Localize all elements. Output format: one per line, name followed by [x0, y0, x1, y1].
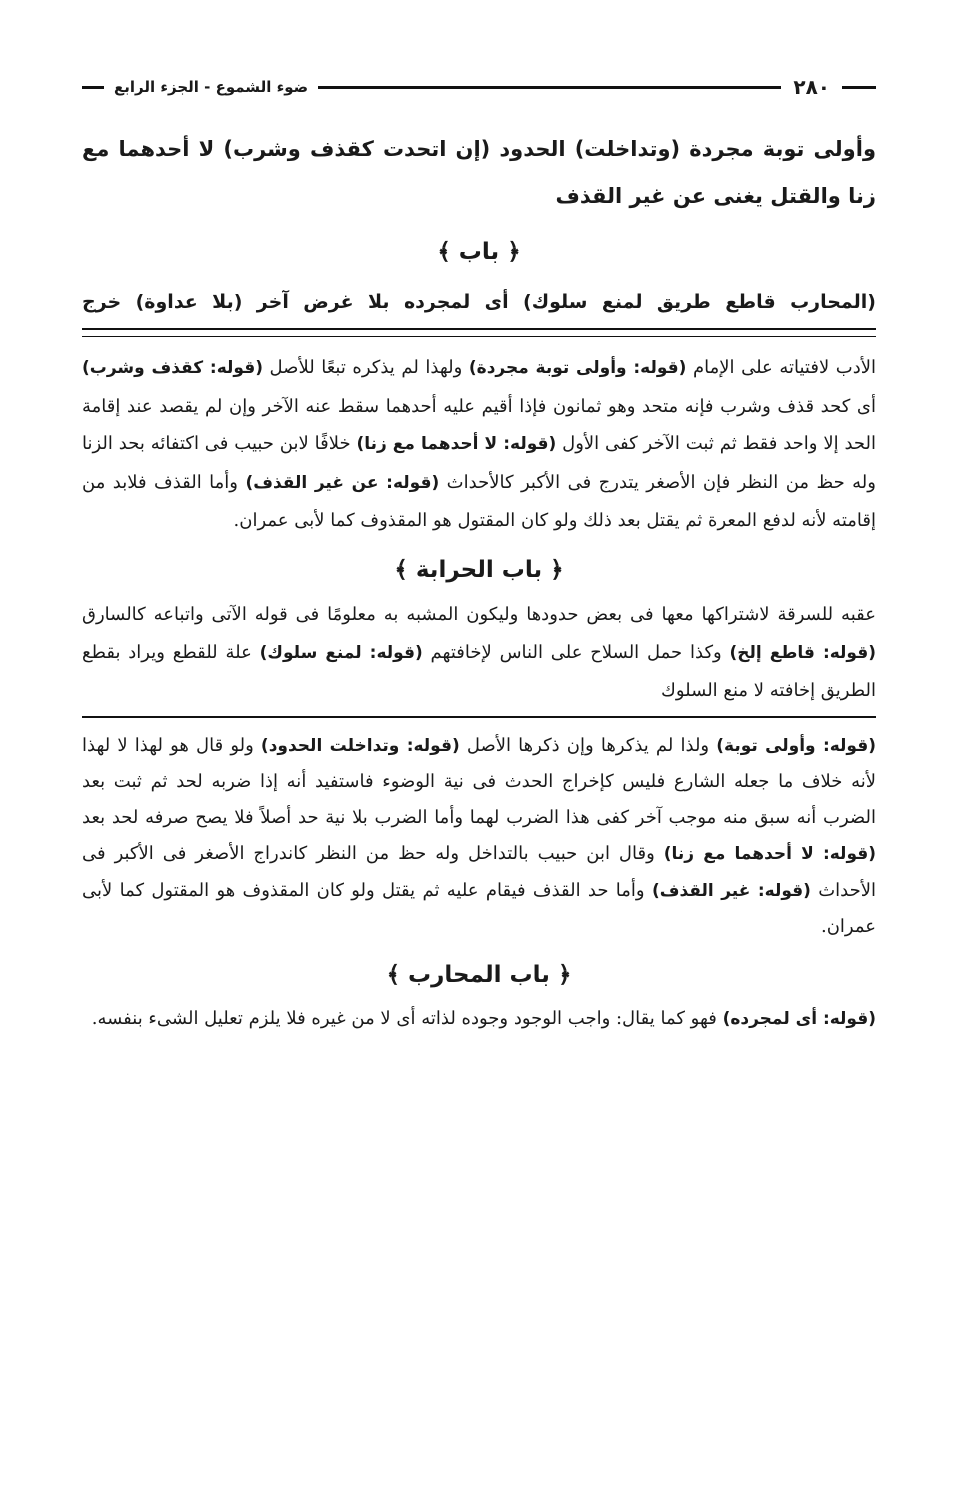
header-rule [318, 86, 781, 89]
commentary-quote: (قوله: لمنع سلوك) [259, 642, 423, 663]
commentary-text: ولو قال هو لهذا لا لهذا لأنه خلاف ما جعله الشارع فليس كإخراج الحدث فى نية الوضوء فاستفيد أنه إذا ضربه لحد ثم ثبت بعد الضرب أنه سبق منه موجب آخر كفى هذا الضرب لهما وأما الضرب بلا نية حد أصلاً فلا يصح صرفه لحد بعد [82, 734, 876, 829]
book-page [82, 70, 876, 1037]
heading-muharib: ﴿ باب المحارب ﴾ [386, 961, 572, 988]
commentary-text: ولذا لم يذكرها وإن ذكرها الأصل [459, 734, 717, 756]
page-number: ٢٨٠ [793, 75, 830, 99]
heading-bab: ﴿ باب ﴾ [437, 239, 521, 265]
commentary-quote: (قوله: قاطع إلخ) [729, 642, 876, 663]
commentary-text: وأما القذف فلابد من إقامته لأنه لدفع المعرة ثم يقتل بعد ذلك ولو كان المقتول هو المقذوف كما لأبى عمران. [82, 471, 876, 532]
heading-hiraba: ﴿ باب الحرابة ﴾ [394, 556, 564, 583]
commentary-text: خلافًا لابن حبيب فى اكتفائه بحد الزنا وله حظ من النظر فإن الأصغر يتدرج فى الأكبر كالأحداث [82, 433, 876, 493]
commentary-paragraph [82, 596, 876, 710]
commentary-paragraph [82, 349, 876, 540]
header-dash [842, 86, 876, 89]
running-header [82, 70, 876, 104]
commentary-quote: (قوله: كقذف وشرب) [82, 358, 263, 378]
book-title: ضوء الشموع - الجزء الرابع [114, 78, 309, 96]
commentary-quote: (قوله: غير القذف) [651, 880, 811, 901]
commentary-quote: (قوله: لا أحدهما مع زنا) [356, 434, 557, 455]
commentary-quote: (قوله: وتداخلت الحدود) [260, 735, 460, 756]
footnote-divider [82, 716, 876, 718]
commentary-text: فهو كما يقال: واجب الوجود وجوده لذاته أى لا من غيره فلا يلزم تعليل الشىء بنفسه. [91, 1007, 723, 1029]
matn-paragraph-2: (المحارب قاطع طريق لمنع سلوك) أى لمجرده بلا غرض آخر (بلا عداوة) خرج [82, 291, 876, 313]
commentary-paragraph [82, 1001, 876, 1037]
commentary-paragraph [82, 728, 876, 945]
commentary-section-2 [82, 728, 876, 1037]
commentary-text: وقال ابن حبيب بالتداخل وله حظ من النظر كاندراج الأصغر فى الأكبر فى الأحداث [82, 843, 876, 901]
commentary-quote: (قوله: عن غير القذف) [245, 472, 440, 493]
commentary-text: علة للقطع ويراد بقطع الطريق إخافته لا منع السلوك [82, 641, 876, 702]
commentary-quote: (قوله: لا أحدهما مع زنا) [663, 844, 876, 865]
commentary-text: الأدب لافتياته على الإمام [686, 357, 877, 378]
commentary-text: أى كحد قذف وشرب فإنه متحد وهو ثمانون فإذا أقيم عليه أحدهما سقط عنه الآخر وإن لم يقصد عند إقامة الحد إلا واحد فقط ثم ثبت الآخر كفى الأول [82, 395, 877, 455]
matn-paragraph-1: وأولى توبة مجردة (وتداخلت) الحدود (إن اتحدت كقذف وشرب) لا أحدهما مع زنا والقتل يغنى عن غير القذف [82, 137, 876, 208]
commentary-quote: (قوله: وأولى توبة مجردة) [468, 358, 687, 378]
commentary-text: وأما حد القذف فيقام عليه ثم يقتل ولو كان المقذوف هو المقتول كما لأبى عمران. [82, 879, 876, 937]
double-divider [82, 328, 876, 337]
commentary-text: ولهذا لم يذكره تبعًا للأصل [262, 357, 469, 378]
header-dash-end [82, 86, 104, 89]
commentary-section-1 [82, 349, 876, 710]
commentary-text: وكذا حمل السلاح على الناس لإخافتهم [422, 641, 730, 663]
commentary-text: عقبه للسرقة لاشتراكها معها فى بعض حدودها وليكون المشبه به معلومًا فى قوله الآتى واتباعه كالسارق [82, 603, 876, 625]
commentary-quote: (قوله: أى لمجرده) [722, 1008, 876, 1029]
commentary-quote: (قوله: وأولى توبة) [716, 735, 876, 756]
